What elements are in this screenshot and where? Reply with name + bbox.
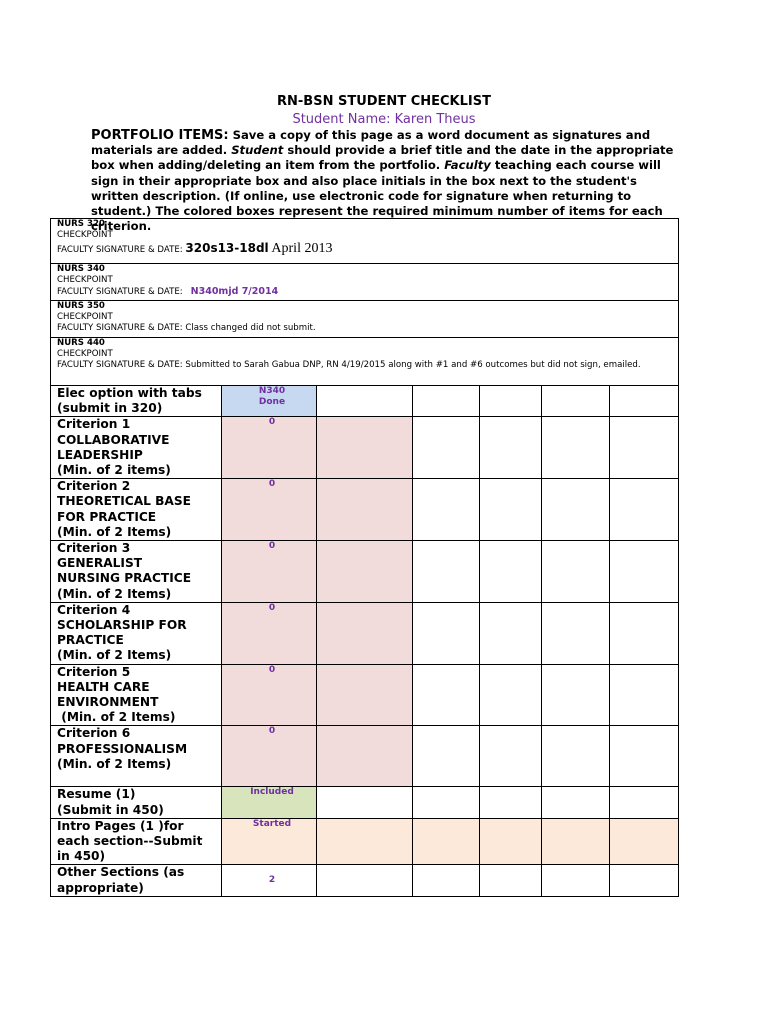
row-label-line: COLLABORATIVE bbox=[57, 432, 170, 447]
signature-note: Submitted to Sarah Gabua DNP, RN 4/19/2015 along with #1 and #6 outcomes but did not sign, emailed. bbox=[185, 360, 641, 371]
entry-cell[interactable] bbox=[542, 664, 610, 726]
entry-cell[interactable] bbox=[610, 865, 679, 896]
status-value: 2 bbox=[268, 875, 276, 886]
row-label-line: ENVIRONMENT bbox=[57, 695, 159, 710]
student-name-label: Student Name: bbox=[292, 112, 391, 127]
checkpoint-label: CHECKPOINT bbox=[57, 349, 113, 360]
row-label-line: each section--Submit bbox=[57, 834, 203, 849]
entry-cell[interactable] bbox=[542, 787, 610, 818]
entry-cell[interactable] bbox=[480, 479, 542, 541]
entry-cell[interactable] bbox=[413, 541, 480, 603]
entry-cell[interactable] bbox=[480, 386, 542, 417]
entry-cell[interactable] bbox=[542, 386, 610, 417]
intro-pages-row bbox=[51, 818, 679, 865]
status-value: 0 bbox=[268, 602, 276, 613]
required-item-cell[interactable] bbox=[542, 818, 610, 865]
entry-cell[interactable] bbox=[480, 726, 542, 787]
entry-cell[interactable] bbox=[480, 541, 542, 603]
criterion-1-count-cell[interactable] bbox=[222, 417, 317, 479]
entry-cell[interactable] bbox=[610, 417, 679, 479]
entry-cell[interactable] bbox=[413, 865, 480, 896]
row-label-line: HEALTH CARE bbox=[57, 679, 150, 694]
required-item-cell[interactable] bbox=[413, 818, 480, 865]
row-label-line: Criterion 2 bbox=[57, 479, 131, 494]
elec-option-row bbox=[51, 386, 679, 417]
required-item-cell[interactable] bbox=[317, 818, 413, 865]
row-label-line: (Min. of 2 Items) bbox=[57, 586, 172, 601]
status-value: Included bbox=[250, 787, 294, 798]
signature-label: FACULTY SIGNATURE & DATE: bbox=[57, 360, 183, 371]
resume-status-cell[interactable] bbox=[222, 787, 317, 818]
status-value: N340 bbox=[258, 386, 286, 396]
criterion-5-row bbox=[51, 664, 679, 726]
signature-label: FACULTY SIGNATURE & DATE: bbox=[57, 245, 183, 256]
instructions-text-3: teaching each course will sign in their appropriate box and also place initials in the box next to the student's written description. (If online, use electronic code for signature when returning to student.) The colored boxes represent the required minimum number of items for each criterion. bbox=[91, 158, 663, 234]
required-item-cell[interactable] bbox=[317, 479, 413, 541]
signature-label: FACULTY SIGNATURE & DATE: bbox=[57, 323, 183, 334]
entry-cell[interactable] bbox=[542, 602, 610, 664]
entry-cell[interactable] bbox=[413, 479, 480, 541]
entry-cell[interactable] bbox=[480, 417, 542, 479]
instructions-student-word: Student bbox=[231, 143, 284, 158]
row-label-line: NURSING PRACTICE bbox=[57, 571, 192, 586]
status-value: 0 bbox=[268, 417, 276, 428]
criterion-6-row bbox=[51, 726, 679, 787]
checkpoint-row-nurs-350 bbox=[51, 301, 679, 338]
entry-cell[interactable] bbox=[317, 787, 413, 818]
criterion-6-count-cell[interactable] bbox=[222, 726, 317, 787]
criterion-3-row bbox=[51, 541, 679, 603]
signature-note: Class changed did not submit. bbox=[185, 323, 316, 334]
instructions-text-1: Save a copy of this page as a word document as signatures and materials are added. bbox=[91, 128, 651, 158]
entry-cell[interactable] bbox=[317, 386, 413, 417]
entry-cell[interactable] bbox=[413, 664, 480, 726]
required-item-cell[interactable] bbox=[317, 602, 413, 664]
entry-cell[interactable] bbox=[542, 417, 610, 479]
status-value: 0 bbox=[268, 541, 276, 552]
other-sections-count-cell[interactable] bbox=[222, 865, 317, 896]
intro-pages-status-cell[interactable] bbox=[222, 818, 317, 865]
entry-cell[interactable] bbox=[610, 726, 679, 787]
required-item-cell[interactable] bbox=[317, 726, 413, 787]
row-label-line: (Min. of 2 Items) bbox=[57, 648, 172, 663]
entry-cell[interactable] bbox=[610, 479, 679, 541]
student-name: Karen Theus bbox=[394, 112, 476, 127]
required-item-cell[interactable] bbox=[317, 541, 413, 603]
entry-cell[interactable] bbox=[413, 386, 480, 417]
checkpoint-row-nurs-320 bbox=[51, 219, 679, 264]
entry-cell[interactable] bbox=[542, 865, 610, 896]
entry-cell[interactable] bbox=[610, 602, 679, 664]
entry-cell[interactable] bbox=[480, 787, 542, 818]
entry-cell[interactable] bbox=[480, 865, 542, 896]
checklist-table bbox=[50, 218, 679, 897]
course-code: NURS 350 bbox=[57, 301, 105, 311]
row-label-line: (Min. of 2 items) bbox=[57, 463, 171, 478]
entry-cell[interactable] bbox=[480, 664, 542, 726]
entry-cell[interactable] bbox=[610, 541, 679, 603]
instructions-text-2: should provide a brief title and the date in the appropriate box when adding/deleting an item from the portfolio. bbox=[91, 143, 674, 173]
criterion-5-count-cell[interactable] bbox=[222, 664, 317, 726]
row-label-line: LEADERSHIP bbox=[57, 447, 143, 462]
checkpoint-label: CHECKPOINT bbox=[57, 230, 113, 241]
entry-cell[interactable] bbox=[542, 479, 610, 541]
status-value: Started bbox=[252, 818, 292, 829]
status-value: 0 bbox=[268, 664, 276, 675]
faculty-signature-line bbox=[57, 323, 672, 334]
entry-cell[interactable] bbox=[413, 726, 480, 787]
course-code: NURS 340 bbox=[57, 264, 105, 274]
row-label-line: Criterion 4 bbox=[57, 602, 131, 617]
elec-option-status-cell[interactable] bbox=[222, 386, 317, 417]
status-value: Done bbox=[258, 397, 286, 407]
criterion-3-count-cell[interactable] bbox=[222, 541, 317, 603]
row-label-line: PRACTICE bbox=[57, 633, 124, 648]
course-code: NURS 320 bbox=[57, 219, 105, 229]
row-label-line: THEORETICAL BASE bbox=[57, 494, 191, 509]
entry-cell[interactable] bbox=[480, 602, 542, 664]
required-item-cell[interactable] bbox=[610, 818, 679, 865]
required-item-cell[interactable] bbox=[480, 818, 542, 865]
entry-cell[interactable] bbox=[610, 386, 679, 417]
entry-cell[interactable] bbox=[413, 602, 480, 664]
row-label-line: Intro Pages (1 )for bbox=[57, 818, 184, 833]
row-label-line: appropriate) bbox=[57, 880, 144, 895]
entry-cell[interactable] bbox=[542, 726, 610, 787]
row-label-line: Other Sections (as bbox=[57, 865, 185, 880]
entry-cell[interactable] bbox=[610, 787, 679, 818]
entry-cell[interactable] bbox=[413, 787, 480, 818]
row-label-line: Criterion 5 bbox=[57, 664, 131, 679]
row-label-line: (Min. of 2 Items) bbox=[57, 524, 172, 539]
checkpoint-label: CHECKPOINT bbox=[57, 312, 113, 323]
faculty-signature-line bbox=[57, 286, 672, 298]
criterion-1-row bbox=[51, 417, 679, 479]
row-label-line: (Min. of 2 Items) bbox=[57, 756, 172, 771]
checkpoint-row-nurs-440 bbox=[51, 338, 679, 386]
other-sections-row bbox=[51, 865, 679, 896]
row-label-line: FOR PRACTICE bbox=[57, 509, 157, 524]
criterion-4-row bbox=[51, 602, 679, 664]
entry-cell[interactable] bbox=[542, 541, 610, 603]
row-label-line: Criterion 1 bbox=[57, 417, 131, 432]
entry-cell[interactable] bbox=[317, 865, 413, 896]
checkpoint-label: CHECKPOINT bbox=[57, 275, 113, 286]
criterion-2-count-cell[interactable] bbox=[222, 479, 317, 541]
row-label-line: (Submit in 450) bbox=[57, 802, 164, 817]
criterion-2-row bbox=[51, 479, 679, 541]
entry-cell[interactable] bbox=[413, 417, 480, 479]
row-label-line: PROFESSIONALISM bbox=[57, 741, 188, 756]
portfolio-items-lead: PORTFOLIO ITEMS: bbox=[91, 128, 229, 143]
student-name-line bbox=[0, 112, 768, 127]
required-item-cell[interactable] bbox=[317, 664, 413, 726]
row-label-line: (submit in 320) bbox=[57, 401, 163, 416]
row-label-line: in 450) bbox=[57, 849, 106, 864]
signature-value: N340mjd 7/2014 bbox=[190, 286, 279, 298]
required-item-cell[interactable] bbox=[317, 417, 413, 479]
instructions-faculty-word: Faculty bbox=[444, 158, 491, 173]
row-label-line: Criterion 6 bbox=[57, 726, 131, 741]
faculty-signature-line bbox=[57, 243, 672, 256]
signature-date: April 2013 bbox=[271, 241, 333, 257]
row-label-line: Resume (1) bbox=[57, 787, 136, 802]
course-code: NURS 440 bbox=[57, 338, 105, 348]
checkpoint-row-nurs-340 bbox=[51, 264, 679, 301]
row-label-line: SCHOLARSHIP FOR bbox=[57, 618, 187, 633]
row-label-line: (Min. of 2 Items) bbox=[57, 710, 176, 725]
signature-code: 320s13-18dl bbox=[185, 241, 269, 256]
signature-label: FACULTY SIGNATURE & DATE: bbox=[57, 287, 183, 298]
row-label-line: Elec option with tabs bbox=[57, 386, 202, 400]
entry-cell[interactable] bbox=[610, 664, 679, 726]
document-title: RN-BSN STUDENT CHECKLIST bbox=[277, 94, 491, 109]
row-label-line: GENERALIST bbox=[57, 556, 143, 571]
criterion-4-count-cell[interactable] bbox=[222, 602, 317, 664]
faculty-signature-line bbox=[57, 360, 672, 371]
status-value: 0 bbox=[268, 726, 276, 737]
resume-row bbox=[51, 787, 679, 818]
status-value: 0 bbox=[268, 479, 276, 490]
row-label-line: Criterion 3 bbox=[57, 541, 131, 556]
